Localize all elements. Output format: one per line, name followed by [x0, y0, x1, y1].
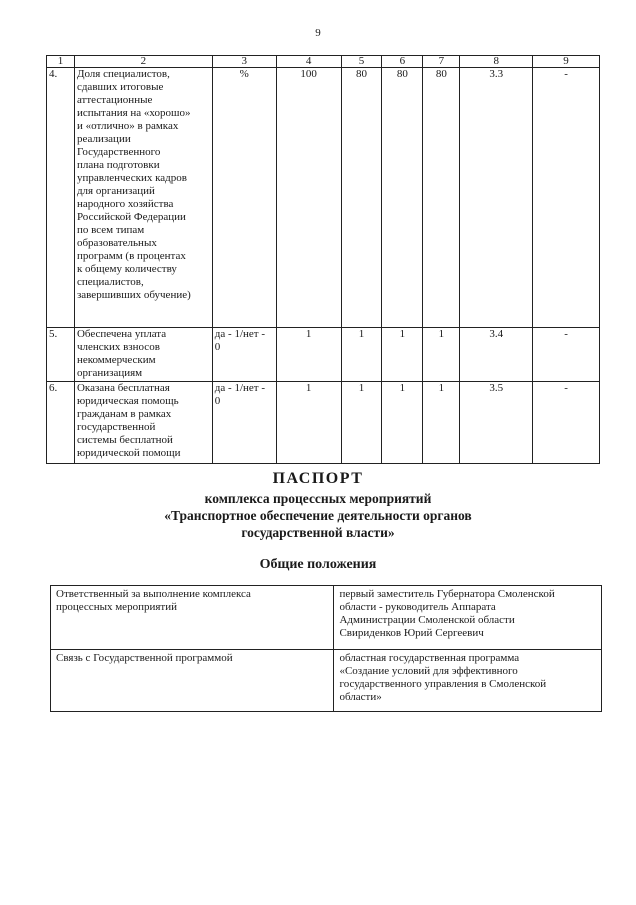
value-col7: 1: [423, 328, 460, 382]
value-col9: -: [533, 328, 600, 382]
value-col5: 1: [341, 328, 382, 382]
indicator-name: Оказана бесплатная юридическая помощь гражданам в рамках государственной системы бесплатной юридической помощи: [74, 382, 212, 464]
document-subtitle: комплекса процессных мероприятий «Транспортное обеспечение деятельности органов государственной власти»: [164, 491, 472, 540]
value-col4: 1: [276, 328, 341, 382]
table-header-row: [47, 56, 600, 68]
general-provisions-table: [50, 585, 602, 712]
value-col5: 1: [341, 382, 382, 464]
field-value: первый заместитель Губернатора Смоленской области - руководитель Аппарата Администрации Смоленской области Свириденков Юрий Сергеевич: [334, 586, 602, 650]
value-col5: 80: [341, 68, 382, 328]
table-row: [51, 586, 602, 650]
indicators-table: [46, 55, 600, 464]
indicator-name: Обеспечена уплата членских взносов некоммерческим организациям: [74, 328, 212, 382]
value-col9: -: [533, 382, 600, 464]
column-number: 2: [74, 56, 212, 68]
row-number: 4.: [47, 68, 75, 328]
value-col8: 3.4: [460, 328, 533, 382]
value-col6: 1: [382, 382, 423, 464]
column-number: 7: [423, 56, 460, 68]
unit: да - 1/нет - 0: [212, 328, 276, 382]
value-col6: 80: [382, 68, 423, 328]
page-number: 9: [315, 27, 321, 39]
row-number: 6.: [47, 382, 75, 464]
column-number: 9: [533, 56, 600, 68]
unit: да - 1/нет - 0: [212, 382, 276, 464]
table-row: [51, 650, 602, 712]
indicator-name: Доля специалистов, сдавших итоговые аттестационные испытания на «хорошо» и «отлично» в рамках реализации Государственного плана подготовки управленческих кадров для организаций народного хозяйства Российской Федерации по всем типам образовательных программ (в процентах к общему количеству специалистов, завершивших обучение): [74, 68, 212, 328]
column-number: 3: [212, 56, 276, 68]
column-number: 6: [382, 56, 423, 68]
value-col8: 3.5: [460, 382, 533, 464]
field-value: областная государственная программа «Создание условий для эффективного государственного управления в Смоленской области»: [334, 650, 602, 712]
column-number: 1: [47, 56, 75, 68]
value-col4: 100: [276, 68, 341, 328]
value-col8: 3.3: [460, 68, 533, 328]
section-heading: Общие положения: [259, 557, 377, 572]
value-col4: 1: [276, 382, 341, 464]
value-col7: 1: [423, 382, 460, 464]
row-number: 5.: [47, 328, 75, 382]
table-row: [47, 382, 600, 464]
field-label: Связь с Государственной программой: [51, 650, 334, 712]
value-col9: -: [533, 68, 600, 328]
field-label: Ответственный за выполнение комплекса процессных мероприятий: [51, 586, 334, 650]
column-number: 4: [276, 56, 341, 68]
value-col7: 80: [423, 68, 460, 328]
document-title: ПАСПОРТ: [272, 470, 364, 487]
table-row: [47, 328, 600, 382]
unit: %: [212, 68, 276, 328]
table-row: [47, 68, 600, 328]
value-col6: 1: [382, 328, 423, 382]
column-number: 8: [460, 56, 533, 68]
column-number: 5: [341, 56, 382, 68]
